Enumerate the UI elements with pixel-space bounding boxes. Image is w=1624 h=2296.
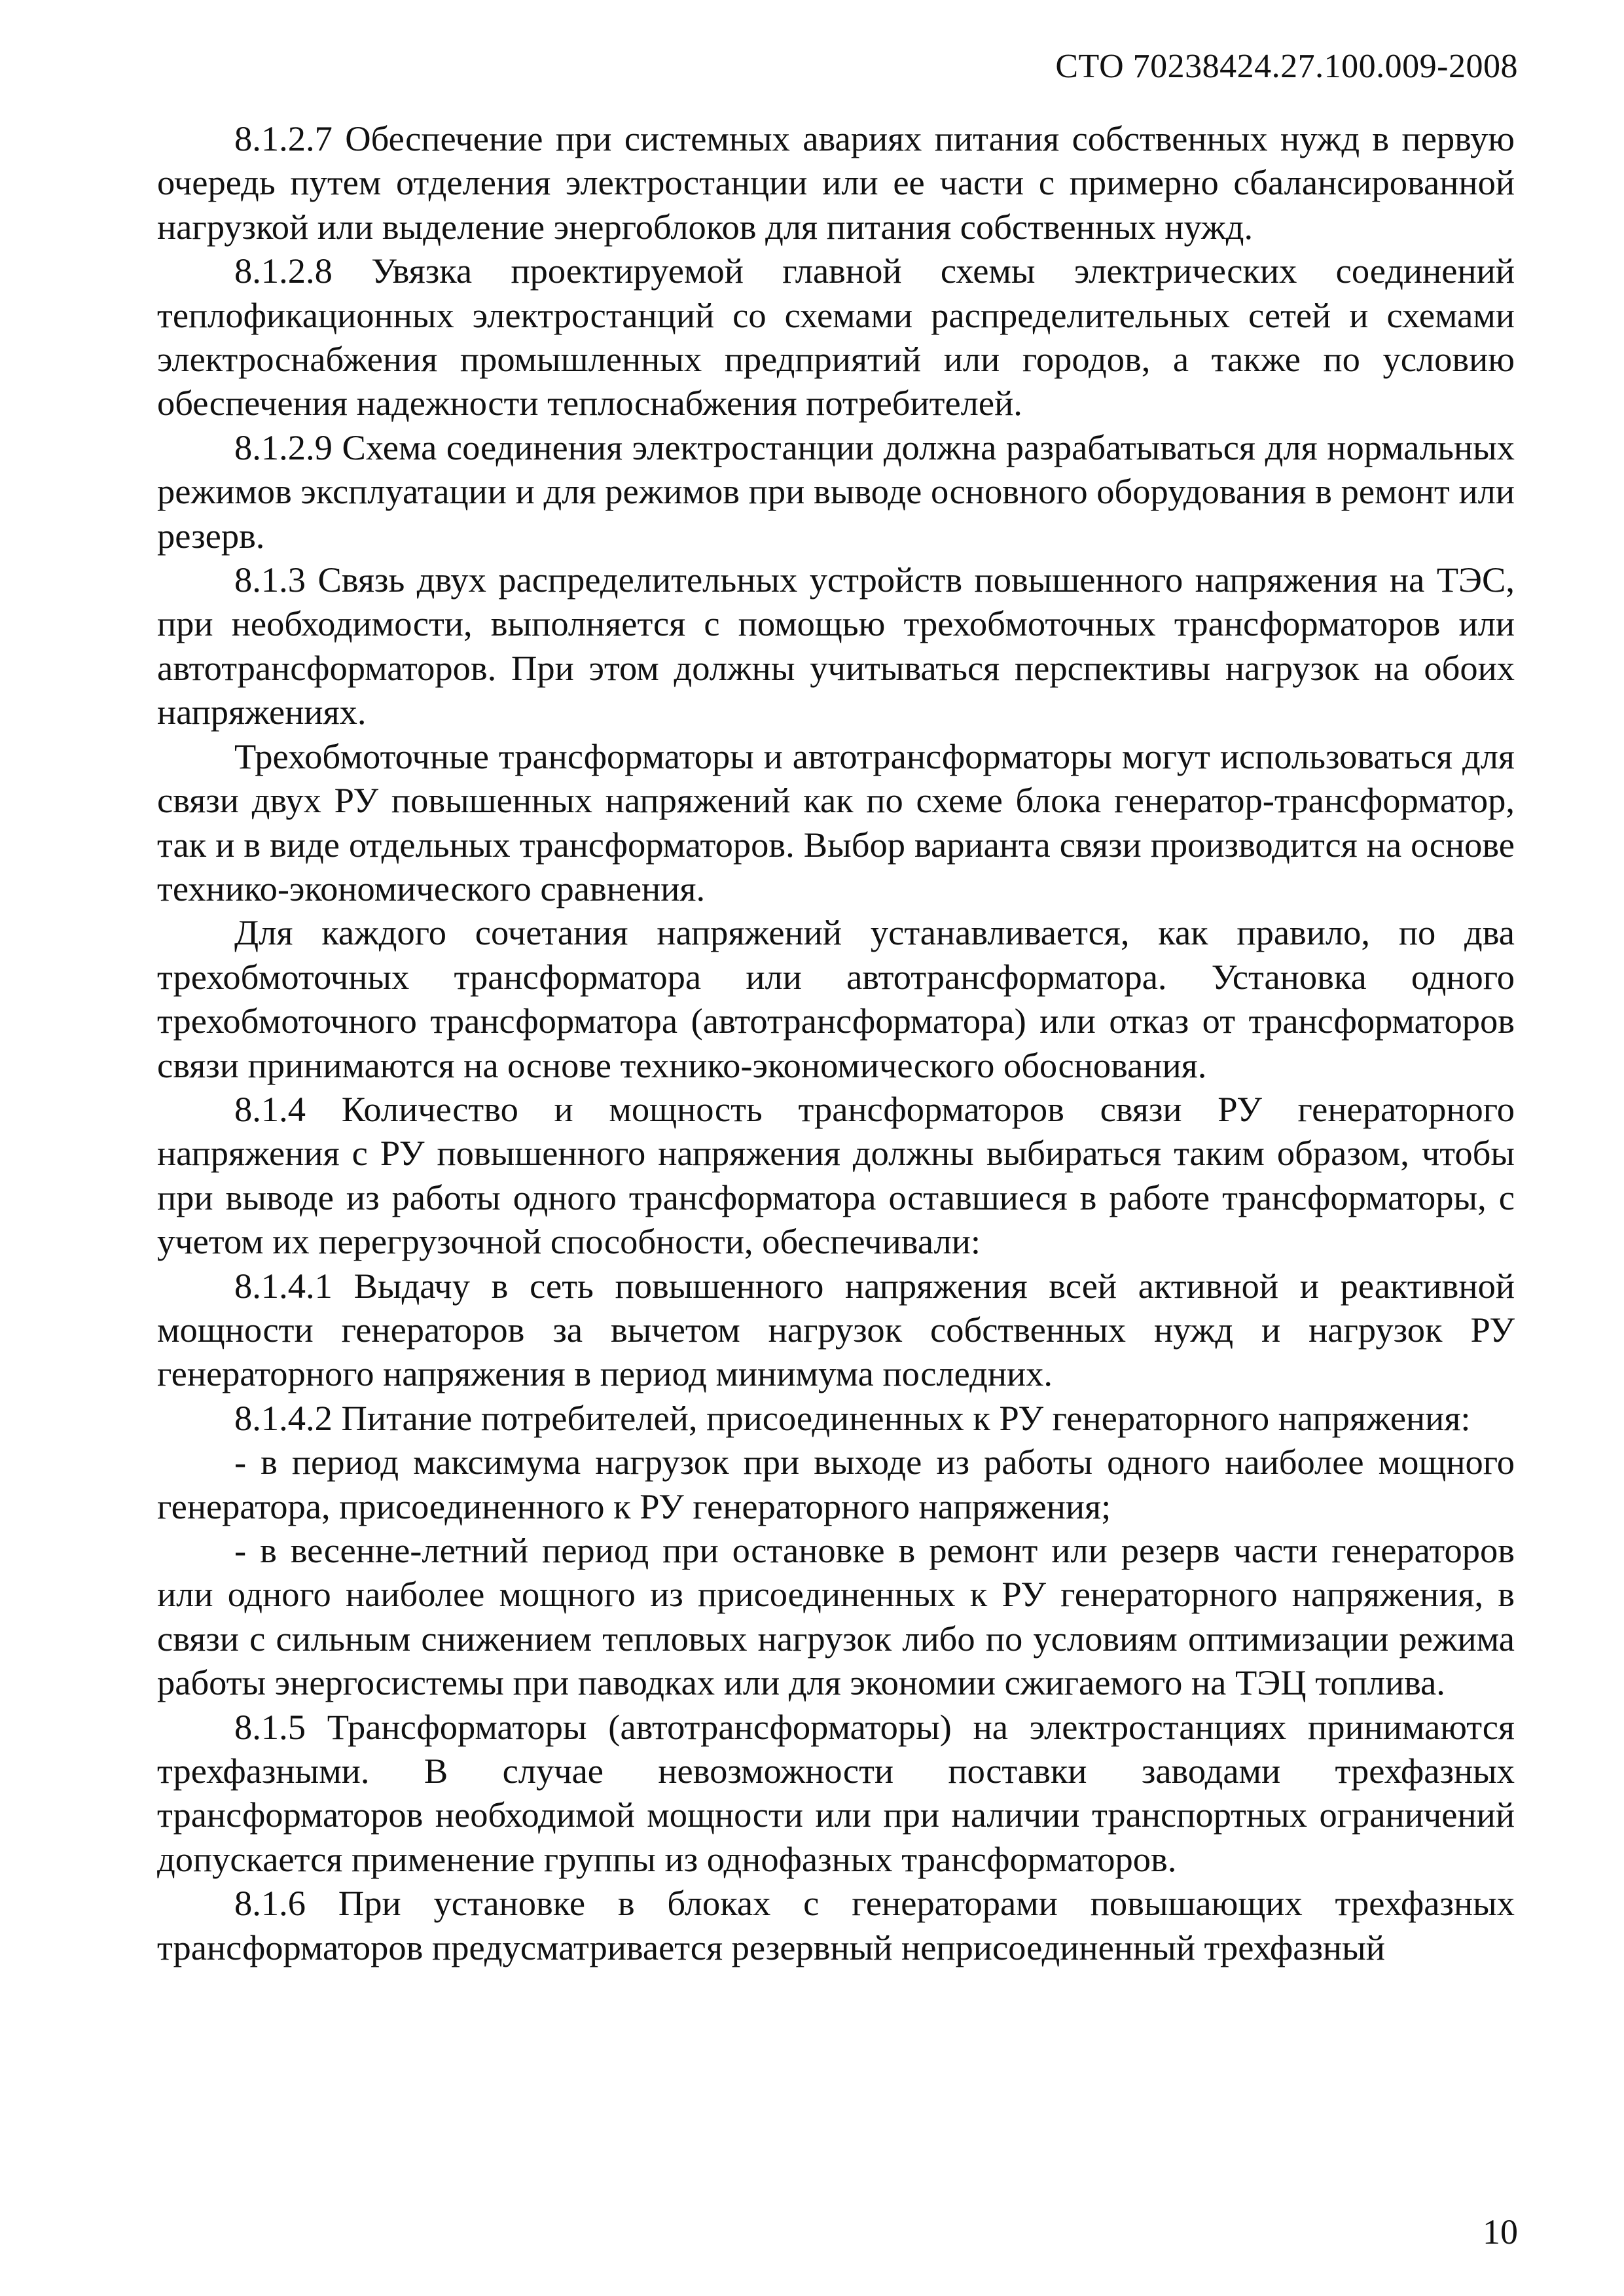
- list-item-max-load: - в период максимума нагрузок при выходе из работы одного наиболее мощного генератора, присоединенного к РУ генераторного напряжения;: [157, 1442, 1515, 1526]
- list-item-spring-summer: - в весенне-летний период при остановке в ремонт или резерв части генераторов или одного наиболее мощного из присоединенных к РУ генераторного напряжения, в связи с сильным снижением тепловых нагрузок либо по условиям оптимизации режима работы энергосистемы при паводках или для экономии сжигаемого на ТЭЦ топлива.: [157, 1530, 1515, 1703]
- paragraph-8-1-2-8: 8.1.2.8 Увязка проектируемой главной схемы электрических соединений теплофикационных электростанций со схемами распределительных сетей и схемами электроснабжения промышленных предприятий или городов, а также по условию обеспечения надежности теплоснабжения потребителей.: [157, 251, 1515, 423]
- paragraph-8-1-5: 8.1.5 Трансформаторы (автотрансформаторы) на электростанциях принимаются трехфазными. В случае невозможности поставки заводами трехфазных трансформаторов необходимой мощности или при наличии транспортных ограничений допускается применение группы из однофазных трансформаторов.: [157, 1706, 1515, 1879]
- paragraph-8-1-3: 8.1.3 Связь двух распределительных устройств повышенного напряжения на ТЭС, при необходимости, выполняется с помощью трехобмоточных трансформаторов или автотрансформаторов. При этом должны учитываться перспективы нагрузок на обоих напряжениях.: [157, 560, 1515, 732]
- paragraph-transformers-usage: Трехобмоточные трансформаторы и автотрансформаторы могут использоваться для связи двух РУ повышенных напряжений как по схеме блока генератор-трансформатор, так и в виде отдельных трансформаторов. Выбор варианта связи производится на основе технико-экономического сравнения.: [157, 736, 1515, 908]
- document-code: СТО 70238424.27.100.009-2008: [1055, 48, 1518, 85]
- paragraph-8-1-4-2: 8.1.4.2 Питание потребителей, присоединенных к РУ генераторного напряжения:: [234, 1397, 1471, 1438]
- paragraph-8-1-6: 8.1.6 При установке в блоках с генераторами повышающих трехфазных трансформаторов предусматривается резервный неприсоединенный трехфазный: [157, 1883, 1515, 1967]
- paragraph-8-1-2-9: 8.1.2.9 Схема соединения электростанции должна разрабатываться для нормальных режимов эксплуатации и для режимов при выводе основного оборудования в ремонт или резерв.: [157, 427, 1515, 556]
- page-number: 10: [1483, 2212, 1518, 2251]
- paragraph-8-1-4-1: 8.1.4.1 Выдачу в сеть повышенного напряжения всей активной и реактивной мощности генераторов за вычетом нагрузок собственных нужд и нагрузок РУ генераторного напряжения в период минимума последних.: [157, 1265, 1515, 1394]
- paragraph-8-1-2-7: 8.1.2.7 Обеспечение при системных авариях питания собственных нужд в первую очередь путем отделения электростанции или ее части с примерно сбалансированной нагрузкой или выделение энергоблоков для питания собственных нужд.: [157, 118, 1515, 247]
- paragraph-voltage-combination: Для каждого сочетания напряжений устанавливается, как правило, по два трехобмоточных трансформатора или автотрансформатора. Установка одного трехобмоточного трансформатора (автотрансформатора) или отказ от трансформаторов связи принимаются на основе технико-экономического обоснования.: [157, 912, 1515, 1085]
- paragraph-8-1-4: 8.1.4 Количество и мощность трансформаторов связи РУ генераторного напряжения с РУ повышенного напряжения должны выбираться таким образом, чтобы при выводе из работы одного трансформатора оставшиеся в работе трансформаторы, с учетом их перегрузочной способности, обеспечивали:: [157, 1088, 1515, 1262]
- document-body: [157, 117, 1515, 1969]
